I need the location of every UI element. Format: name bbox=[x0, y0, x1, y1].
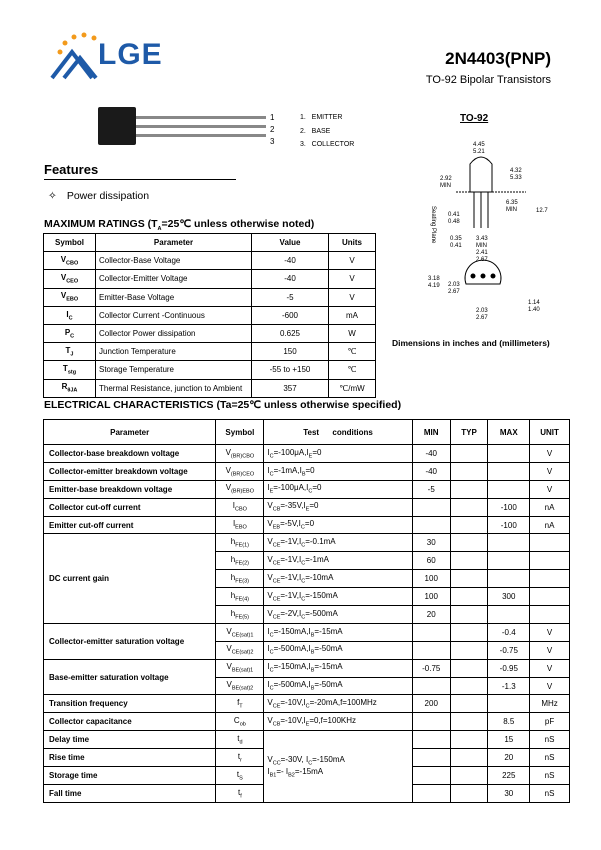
parameter-cell: Storage Temperature bbox=[96, 361, 252, 379]
min-cell bbox=[412, 677, 450, 695]
parameter-cell: Storage time bbox=[44, 767, 216, 785]
column-header: Symbol bbox=[216, 420, 264, 445]
max-ratings-title bbox=[44, 218, 314, 232]
table-row bbox=[44, 270, 376, 288]
symbol-cell: $V_{(BR)EBO}$ bbox=[216, 480, 264, 498]
value-cell: -600 bbox=[252, 306, 329, 324]
condition-cell: $V_{CE}=-1V,I_C=-0.1mA$ bbox=[264, 534, 412, 552]
symbol-cell: $T_J$ bbox=[44, 343, 96, 361]
symbol-cell: $h_{FE(2)}$ bbox=[216, 552, 264, 570]
parameter-cell: Collector-Base Voltage bbox=[96, 252, 252, 270]
typ-cell bbox=[450, 641, 488, 659]
max-cell: 15 bbox=[488, 731, 530, 749]
unit-cell: W bbox=[329, 324, 376, 342]
dim-label: 6.35 MIN bbox=[506, 200, 518, 213]
condition-cell: $V_{CB}=-35V,I_E=0$ bbox=[264, 498, 412, 516]
parameter-cell: Collector Power dissipation bbox=[96, 324, 252, 342]
package-outline-title: TO-92 bbox=[460, 113, 489, 124]
column-header: Symbol bbox=[44, 234, 96, 252]
unit-cell bbox=[530, 588, 570, 606]
dim-label: 4.32 5.33 bbox=[510, 168, 522, 181]
condition-cell: $V_{CC}=-30V$, $I_C=-150mA$ $I_{B1}=-$ $I_{B2}=-15mA$ bbox=[264, 731, 412, 803]
max-ratings-title-rest: =25℃ unless otherwise noted) bbox=[161, 218, 315, 230]
max-cell bbox=[488, 695, 530, 713]
dim-label: 1.14 1.40 bbox=[528, 300, 540, 313]
symbol-cell: $R_{\theta JA}$ bbox=[44, 379, 96, 397]
symbol-cell: $h_{FE(4)}$ bbox=[216, 588, 264, 606]
min-cell bbox=[412, 731, 450, 749]
min-cell: -5 bbox=[412, 480, 450, 498]
condition-cell: $I_C=-500mA,I_B=-50mA$ bbox=[264, 641, 412, 659]
min-cell bbox=[412, 767, 450, 785]
symbol-subscript: (BR)CEO bbox=[230, 471, 255, 478]
unit-cell: MHz bbox=[530, 695, 570, 713]
symbol-cell: $C_{ob}$ bbox=[216, 713, 264, 731]
symbol-cell: $V_{CE(sat)1}$ bbox=[216, 623, 264, 641]
max-cell: -100 bbox=[488, 498, 530, 516]
max-cell bbox=[488, 462, 530, 480]
dim-label: 4.45 5.21 bbox=[473, 142, 485, 155]
symbol-subscript: J bbox=[70, 351, 74, 358]
unit-cell: V bbox=[530, 462, 570, 480]
dim-label: Seating Plane bbox=[430, 206, 436, 244]
max-ratings-table bbox=[43, 233, 376, 398]
min-cell: 20 bbox=[412, 606, 450, 624]
max-cell: -0.75 bbox=[488, 641, 530, 659]
value-cell: -55 to +150 bbox=[252, 361, 329, 379]
unit-cell: pF bbox=[530, 713, 570, 731]
unit-cell: V bbox=[530, 480, 570, 498]
max-cell bbox=[488, 480, 530, 498]
symbol-cell: $V_{EBO}$ bbox=[44, 288, 96, 306]
unit-cell bbox=[530, 534, 570, 552]
table-row bbox=[44, 713, 570, 731]
condition-cell: $V_{EB}=-5V,I_C=0$ bbox=[264, 516, 412, 534]
max-cell: -0.95 bbox=[488, 659, 530, 677]
symbol-cell: $V_{CE(sat)2}$ bbox=[216, 641, 264, 659]
min-cell: 100 bbox=[412, 588, 450, 606]
min-cell bbox=[412, 641, 450, 659]
min-cell bbox=[412, 713, 450, 731]
pin-number: 2 bbox=[270, 125, 275, 134]
unit-cell: nS bbox=[530, 784, 570, 802]
table-row bbox=[44, 534, 570, 552]
table-row bbox=[44, 306, 376, 324]
condition-cell: $I_C=-1mA,I_B=0$ bbox=[264, 462, 412, 480]
part-subtitle: TO-92 Bipolar Transistors bbox=[425, 74, 551, 86]
symbol-cell: $t_f$ bbox=[216, 784, 264, 802]
symbol-subscript: C bbox=[70, 333, 75, 340]
typ-cell bbox=[450, 516, 488, 534]
symbol-cell: $t_d$ bbox=[216, 731, 264, 749]
table-row bbox=[44, 343, 376, 361]
symbol-subscript: θJA bbox=[67, 387, 78, 394]
symbol-cell: $f_T$ bbox=[216, 695, 264, 713]
table-row bbox=[44, 659, 570, 677]
logo-text: LGE bbox=[98, 38, 163, 71]
max-cell: -1.3 bbox=[488, 677, 530, 695]
symbol-subscript: FE(4) bbox=[235, 596, 249, 603]
parameter-cell: Rise time bbox=[44, 749, 216, 767]
condition-cell: $V_{CE}=-2V,I_C=-500mA$ bbox=[264, 606, 412, 624]
max-cell: 300 bbox=[488, 588, 530, 606]
symbol-cell: $T_{stg}$ bbox=[44, 361, 96, 379]
dim-label: 2.41 2.67 bbox=[476, 250, 488, 263]
parameter-cell: Base-emitter saturation voltage bbox=[44, 659, 216, 695]
symbol-cell: $V_{(BR)CBO}$ bbox=[216, 445, 264, 463]
symbol-cell: $V_{BE(sat)2}$ bbox=[216, 677, 264, 695]
symbol-cell: $t_S$ bbox=[216, 767, 264, 785]
min-cell: 100 bbox=[412, 570, 450, 588]
unit-cell: V bbox=[329, 270, 376, 288]
unit-cell: nS bbox=[530, 767, 570, 785]
unit-cell: nA bbox=[530, 516, 570, 534]
symbol-subscript: FE(5) bbox=[235, 614, 249, 621]
symbol-subscript: CE(sat)1 bbox=[231, 632, 254, 639]
value-cell: 150 bbox=[252, 343, 329, 361]
unit-cell bbox=[530, 552, 570, 570]
unit-cell: nS bbox=[530, 749, 570, 767]
column-header: Parameter bbox=[96, 234, 252, 252]
unit-cell: V bbox=[329, 288, 376, 306]
symbol-subscript: (BR)CBO bbox=[230, 453, 255, 460]
unit-cell: V bbox=[329, 252, 376, 270]
typ-cell bbox=[450, 731, 488, 749]
max-cell: 30 bbox=[488, 784, 530, 802]
table-row bbox=[44, 498, 570, 516]
typ-cell bbox=[450, 534, 488, 552]
symbol-subscript: CBO bbox=[235, 506, 247, 513]
parameter-cell: Emitter-Base Voltage bbox=[96, 288, 252, 306]
min-cell bbox=[412, 623, 450, 641]
symbol-subscript: EBO bbox=[66, 296, 79, 303]
value-cell: -5 bbox=[252, 288, 329, 306]
symbol-subscript: CEO bbox=[66, 278, 79, 285]
table-header-row bbox=[44, 234, 376, 252]
symbol-subscript: ob bbox=[239, 721, 246, 728]
symbol-subscript: d bbox=[239, 739, 243, 746]
parameter-cell: Thermal Resistance, junction to Ambient bbox=[96, 379, 252, 397]
typ-cell bbox=[450, 623, 488, 641]
parameter-cell: Transition frequency bbox=[44, 695, 216, 713]
symbol-subscript: T bbox=[239, 703, 243, 710]
table-row bbox=[44, 462, 570, 480]
parameter-cell: Collector-emitter saturation voltage bbox=[44, 623, 216, 659]
unit-cell bbox=[530, 606, 570, 624]
symbol-subscript: CBO bbox=[66, 260, 79, 267]
unit-cell: V bbox=[530, 445, 570, 463]
parameter-cell: Collector capacitance bbox=[44, 713, 216, 731]
condition-cell: $V_{CE}=-1V,I_C=-1mA$ bbox=[264, 552, 412, 570]
pin-item: 3. COLLECTOR bbox=[300, 141, 355, 148]
feature-text: Power dissipation bbox=[66, 190, 150, 202]
typ-cell bbox=[450, 677, 488, 695]
symbol-cell: $V_{CBO}$ bbox=[44, 252, 96, 270]
table-row bbox=[44, 379, 376, 397]
parameter-cell: Collector cut-off current bbox=[44, 498, 216, 516]
typ-cell bbox=[450, 713, 488, 731]
table-row bbox=[44, 252, 376, 270]
dim-label: 2.03 2.67 bbox=[476, 308, 488, 321]
value-cell: -40 bbox=[252, 270, 329, 288]
max-cell bbox=[488, 552, 530, 570]
symbol-subscript: f bbox=[240, 793, 242, 800]
condition-cell: $V_{CE}=-10V,I_C=-20mA,f=100MHz$ bbox=[264, 695, 412, 713]
max-cell: 225 bbox=[488, 767, 530, 785]
column-header: MAX bbox=[488, 420, 530, 445]
unit-cell: V bbox=[530, 641, 570, 659]
column-header: MIN bbox=[412, 420, 450, 445]
column-header: UNIT bbox=[530, 420, 570, 445]
max-cell bbox=[488, 570, 530, 588]
max-cell: 20 bbox=[488, 749, 530, 767]
max-cell bbox=[488, 534, 530, 552]
electrical-table bbox=[43, 419, 570, 803]
value-cell: -40 bbox=[252, 252, 329, 270]
min-cell bbox=[412, 516, 450, 534]
max-cell: 8.5 bbox=[488, 713, 530, 731]
symbol-cell: $V_{(BR)CEO}$ bbox=[216, 462, 264, 480]
column-header: Units bbox=[329, 234, 376, 252]
condition-cell: $I_C=-500mA,I_B=-50mA$ bbox=[264, 677, 412, 695]
symbol-cell: $h_{FE(5)}$ bbox=[216, 606, 264, 624]
pin-number: 3 bbox=[270, 137, 275, 146]
table-row bbox=[44, 445, 570, 463]
typ-cell bbox=[450, 462, 488, 480]
column-header: Value bbox=[252, 234, 329, 252]
table-row bbox=[44, 731, 570, 749]
min-cell bbox=[412, 784, 450, 802]
dim-label: 3.18 4.19 bbox=[428, 276, 440, 289]
symbol-cell: $h_{FE(3)}$ bbox=[216, 570, 264, 588]
unit-cell: V bbox=[530, 659, 570, 677]
condition-cell: $I_E=-100\mu A,I_C=0$ bbox=[264, 480, 412, 498]
min-cell: 30 bbox=[412, 534, 450, 552]
parameter-cell: Fall time bbox=[44, 784, 216, 802]
dim-label: 2.92 MIN bbox=[440, 176, 452, 189]
symbol-cell: $h_{FE(1)}$ bbox=[216, 534, 264, 552]
part-number: 2N4403(PNP) bbox=[445, 49, 551, 68]
symbol-subscript: C bbox=[68, 315, 73, 322]
pin-list bbox=[300, 111, 354, 152]
electrical-title: ELECTRICAL CHARACTERISTICS (Ta=25℃ unless otherwise specified) bbox=[44, 399, 402, 411]
typ-cell bbox=[450, 498, 488, 516]
unit-cell: nS bbox=[530, 731, 570, 749]
pin-number: 1 bbox=[270, 113, 275, 122]
symbol-cell: $P_C$ bbox=[44, 324, 96, 342]
symbol-subscript: FE(2) bbox=[235, 560, 249, 567]
typ-cell bbox=[450, 784, 488, 802]
symbol-subscript: r bbox=[240, 757, 242, 764]
table-row bbox=[44, 288, 376, 306]
typ-cell bbox=[450, 749, 488, 767]
symbol-subscript: (BR)EBO bbox=[231, 489, 254, 496]
symbol-cell: $V_{CEO}$ bbox=[44, 270, 96, 288]
condition-cell: $V_{CE}=-1V,I_C=-10mA$ bbox=[264, 570, 412, 588]
dim-label: 0.41 0.48 bbox=[448, 212, 460, 225]
parameter-cell: Collector-emitter breakdown voltage bbox=[44, 462, 216, 480]
symbol-cell: $t_r$ bbox=[216, 749, 264, 767]
dim-label: 0.35 0.41 bbox=[450, 236, 462, 249]
symbol-subscript: S bbox=[239, 775, 243, 782]
parameter-cell: Emitter-base breakdown voltage bbox=[44, 480, 216, 498]
max-cell: -100 bbox=[488, 516, 530, 534]
typ-cell bbox=[450, 480, 488, 498]
symbol-subscript: FE(1) bbox=[235, 542, 249, 549]
package-dimension-drawing bbox=[426, 136, 564, 334]
dimensions-caption: Dimensions in inches and (millimeters) bbox=[392, 338, 550, 348]
table-header-row bbox=[44, 420, 570, 445]
symbol-subscript: stg bbox=[67, 369, 77, 376]
condition-cell: $I_C=-150mA,I_B=-15mA$ bbox=[264, 659, 412, 677]
parameter-cell: Emitter cut-off current bbox=[44, 516, 216, 534]
table-row bbox=[44, 516, 570, 534]
pin-item: 2. BASE bbox=[300, 127, 331, 135]
bullet-diamond-icon: ✧ bbox=[48, 190, 57, 202]
dim-label: 12.7 bbox=[536, 208, 548, 214]
max-cell: -0.4 bbox=[488, 623, 530, 641]
logo-sun-rays bbox=[58, 33, 97, 55]
typ-cell bbox=[450, 695, 488, 713]
parameter-cell: Collector-Emitter Voltage bbox=[96, 270, 252, 288]
table-row bbox=[44, 324, 376, 342]
value-cell: 357 bbox=[252, 379, 329, 397]
table-row bbox=[44, 361, 376, 379]
min-cell: -40 bbox=[412, 445, 450, 463]
max-cell bbox=[488, 445, 530, 463]
unit-cell: ℃ bbox=[329, 343, 376, 361]
condition-cell: $I_C=-100\mu A,I_E=0$ bbox=[264, 445, 412, 463]
typ-cell bbox=[450, 767, 488, 785]
typ-cell bbox=[450, 445, 488, 463]
parameter-cell: Junction Temperature bbox=[96, 343, 252, 361]
condition-cell: $I_C=-150mA,I_B=-15mA$ bbox=[264, 623, 412, 641]
pin-numbers bbox=[270, 112, 274, 148]
unit-cell: ℃/mW bbox=[329, 379, 376, 397]
typ-cell bbox=[450, 588, 488, 606]
parameter-cell: Collector-base breakdown voltage bbox=[44, 445, 216, 463]
feature-item bbox=[48, 190, 149, 202]
table-row bbox=[44, 695, 570, 713]
min-cell: 60 bbox=[412, 552, 450, 570]
unit-cell: ℃ bbox=[329, 361, 376, 379]
value-cell: 0.625 bbox=[252, 324, 329, 342]
symbol-subscript: EBO bbox=[235, 524, 247, 531]
symbol-cell: $I_{EBO}$ bbox=[216, 516, 264, 534]
symbol-cell: $I_{CBO}$ bbox=[216, 498, 264, 516]
max-ratings-title-sub: A bbox=[157, 226, 162, 233]
transistor-package-image bbox=[96, 105, 271, 147]
unit-cell: V bbox=[530, 623, 570, 641]
unit-cell: nA bbox=[530, 498, 570, 516]
min-cell bbox=[412, 498, 450, 516]
column-header: Test conditions bbox=[264, 420, 412, 445]
min-cell: 200 bbox=[412, 695, 450, 713]
dim-label: 2.03 2.67 bbox=[448, 282, 460, 295]
typ-cell bbox=[450, 570, 488, 588]
min-cell bbox=[412, 749, 450, 767]
min-cell: -0.75 bbox=[412, 659, 450, 677]
table-row bbox=[44, 623, 570, 641]
typ-cell bbox=[450, 659, 488, 677]
max-ratings-title-text: MAXIMUM RATINGS (T bbox=[44, 218, 158, 230]
max-cell bbox=[488, 606, 530, 624]
features-heading: Features bbox=[44, 162, 236, 180]
symbol-cell: $I_C$ bbox=[44, 306, 96, 324]
typ-cell bbox=[450, 606, 488, 624]
symbol-subscript: CE(sat)2 bbox=[231, 650, 254, 657]
parameter-cell: Delay time bbox=[44, 731, 216, 749]
parameter-cell: DC current gain bbox=[44, 534, 216, 623]
column-header: TYP bbox=[450, 420, 488, 445]
unit-cell bbox=[530, 570, 570, 588]
unit-cell: mA bbox=[329, 306, 376, 324]
dim-label: 3.43 MIN bbox=[476, 236, 488, 249]
symbol-subscript: BE(sat)2 bbox=[231, 685, 254, 692]
symbol-subscript: BE(sat)1 bbox=[231, 667, 254, 674]
logo-mountain-icon bbox=[52, 52, 96, 78]
symbol-cell: $V_{BE(sat)1}$ bbox=[216, 659, 264, 677]
unit-cell: V bbox=[530, 677, 570, 695]
condition-cell: $V_{CB}=-10V,I_E=0,f=100KHz$ bbox=[264, 713, 412, 731]
parameter-cell: Collector Current -Continuous bbox=[96, 306, 252, 324]
symbol-subscript: FE(3) bbox=[235, 578, 249, 585]
table-row bbox=[44, 480, 570, 498]
column-header: Parameter bbox=[44, 420, 216, 445]
min-cell: -40 bbox=[412, 462, 450, 480]
typ-cell bbox=[450, 552, 488, 570]
condition-cell: $V_{CE}=-1V,I_C=-150mA$ bbox=[264, 588, 412, 606]
pin-item: 1. EMITTER bbox=[300, 114, 343, 121]
